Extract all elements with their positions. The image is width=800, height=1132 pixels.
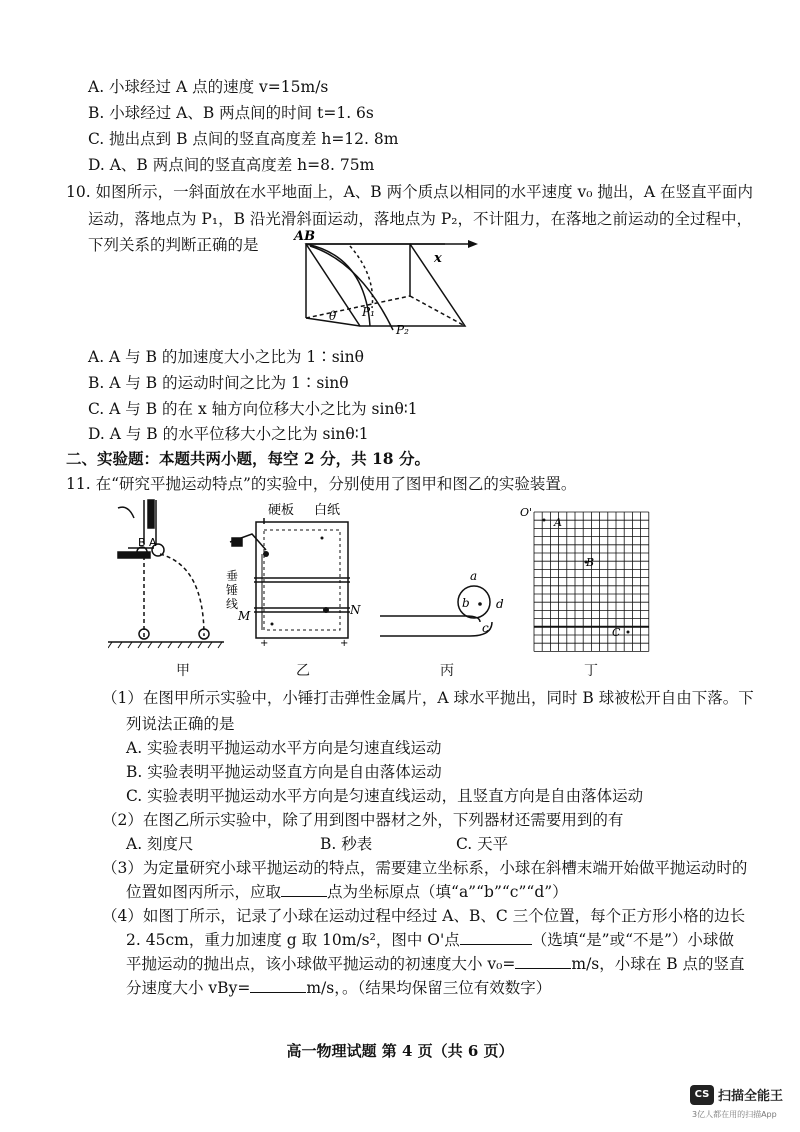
svg-text:+: + — [260, 638, 269, 648]
q11-p1-option-b: B. 实验表明平抛运动竖直方向是自由落体运动 — [126, 763, 442, 781]
q9-option-a: A. 小球经过 A 点的速度 v=15m/s — [88, 78, 329, 96]
q10-option-a: A. A 与 B 的加速度大小之比为 1∶sinθ — [88, 348, 364, 366]
q11-p2-option-a: A. 刻度尺 — [126, 835, 194, 853]
q11-p2: （2）在图乙所示实验中，除了用到图中器材之外，下列器材还需要用到的有 — [102, 811, 624, 829]
q11-p3-line2 — [126, 881, 568, 903]
scanner-watermark — [690, 1083, 798, 1123]
q11-p2-option-c: C. 天平 — [456, 835, 509, 853]
page-footer: 高一物理试题 第 4 页（共 6 页） — [286, 1042, 514, 1060]
answer-blank-origin[interactable] — [281, 882, 327, 897]
q10-stem-line1: 10. 如图所示，一斜面放在水平地面上，A、B 两个质点以相同的水平速度 v₀ 抛出，A 在竖直平面内 — [66, 183, 754, 201]
label-x: x — [434, 251, 442, 266]
watermark-name: 扫描全能王 — [718, 1089, 784, 1104]
label-point-a: A — [554, 516, 562, 529]
label-a: a — [470, 569, 478, 583]
label-theta: θ — [329, 309, 337, 323]
q9-option-b: B. 小球经过 A、B 两点间的时间 t=1. 6s — [88, 104, 374, 122]
caption-bing: 丙 — [440, 663, 454, 679]
q11-p1-option-c: C. 实验表明平抛运动水平方向是匀速直线运动，且竖直方向是自由落体运动 — [126, 787, 644, 805]
label-o-prime: O' — [520, 506, 533, 519]
label-p1: P₁ — [362, 305, 375, 319]
figure-yi — [222, 498, 362, 648]
label-b: b — [462, 596, 470, 610]
caption-jia: 甲 — [176, 663, 190, 679]
label-plumb-3: 线 — [226, 597, 239, 611]
label-p2: P₂ — [396, 323, 409, 337]
q11-p2-option-b: B. 秒表 — [320, 835, 373, 853]
label-m: M — [238, 609, 251, 623]
q9-option-d: D. A、B 两点间的竖直高度差 h=8. 75m — [88, 156, 375, 174]
label-c: c — [482, 621, 489, 635]
label-ab: AB — [294, 229, 316, 244]
q11-p4-text-f: m/s，。（结果均保留三位有效数字） — [306, 979, 552, 997]
q10-incline-figure — [290, 226, 480, 342]
answer-blank-is-origin[interactable] — [460, 930, 532, 945]
label-point-b: B — [586, 556, 595, 569]
q11-p4-text-d: m/s，小球在 B 点的竖直 — [571, 955, 745, 973]
q10-option-d: D. A 与 B 的水平位移大小之比为 sinθ∶1 — [88, 425, 369, 443]
q11-p4-text-c: 平抛运动的抛出点，该小球做平抛运动的初速度大小 v₀= — [126, 955, 516, 973]
q11-p4-text-e: 分速度大小 vBy= — [126, 979, 251, 997]
figure-jia — [108, 496, 228, 656]
q11-p4-line3 — [126, 953, 745, 975]
q10-option-b: B. A 与 B 的运动时间之比为 1∶sinθ — [88, 374, 349, 392]
q10-stem-line2: 运动，落地点为 P₁，B 沿光滑斜面运动，落地点为 P₂，不计阻力，在落地之前运动的全过程中， — [88, 210, 752, 228]
cs-logo-icon: CS — [690, 1085, 714, 1105]
caption-ding: 丁 — [584, 663, 598, 679]
svg-text:+: + — [340, 638, 349, 648]
q11-p1-line2: 列说法正确的是 — [126, 715, 235, 733]
section-title: 二、实验题：本题共两小题，每空 2 分，共 18 分。 — [66, 449, 430, 468]
x-axis-arrow-icon — [468, 240, 478, 248]
watermark-subtitle: 3亿人都在用的扫描App — [692, 1110, 777, 1119]
q11-p3-text-a: 位置如图丙所示，应取 — [126, 883, 282, 901]
label-plumb-2: 锤 — [226, 583, 239, 597]
label-board: 硬板 — [268, 503, 295, 518]
figure-bing — [380, 560, 520, 650]
q11-p4-text-b: （选填“是”或“不是”）小球做 — [531, 931, 734, 949]
label-paper: 白纸 — [314, 503, 341, 518]
label-ba: B A — [138, 536, 157, 549]
q11-p1-line1: （1）在图甲所示实验中，小锤打击弹性金属片，A 球水平抛出，同时 B 球被松开自由下落。下 — [102, 689, 754, 707]
q11-p4-line4 — [126, 977, 551, 999]
figure-ding — [520, 504, 670, 656]
answer-blank-v0[interactable] — [515, 954, 571, 969]
label-plumb-1: 垂 — [226, 569, 239, 583]
q11-p3-line1: （3）为定量研究小球平抛运动的特点，需要建立坐标系，小球在斜槽末端开始做平抛运动时的 — [102, 859, 748, 877]
caption-yi: 乙 — [296, 663, 310, 679]
answer-blank-vby[interactable] — [250, 978, 306, 993]
q11-stem: 11. 在“研究平抛运动特点”的实验中，分别使用了图甲和图乙的实验装置。 — [66, 475, 577, 493]
q10-stem-line3: 下列关系的判断正确的是 — [88, 236, 259, 254]
label-n: N — [350, 603, 361, 617]
label-d: d — [496, 597, 504, 611]
q11-p1-option-a: A. 实验表明平抛运动水平方向是匀速直线运动 — [126, 739, 442, 757]
label-point-c: C — [612, 626, 621, 639]
q11-p3-text-b: 点为坐标原点（填“a”“b”“c”“d”） — [327, 883, 568, 901]
q11-p4-text-a: 2. 45cm，重力加速度 g 取 10m/s²，图中 O'点 — [126, 931, 460, 949]
q9-option-c: C. 抛出点到 B 点间的竖直高度差 h=12. 8m — [88, 130, 399, 148]
q11-p4-line2 — [126, 929, 734, 951]
q11-p4-line1: （4）如图丁所示，记录了小球在运动过程中经过 A、B、C 三个位置，每个正方形小格的边长 — [102, 907, 746, 925]
q10-option-c: C. A 与 B 的在 x 轴方向位移大小之比为 sinθ∶1 — [88, 400, 418, 418]
